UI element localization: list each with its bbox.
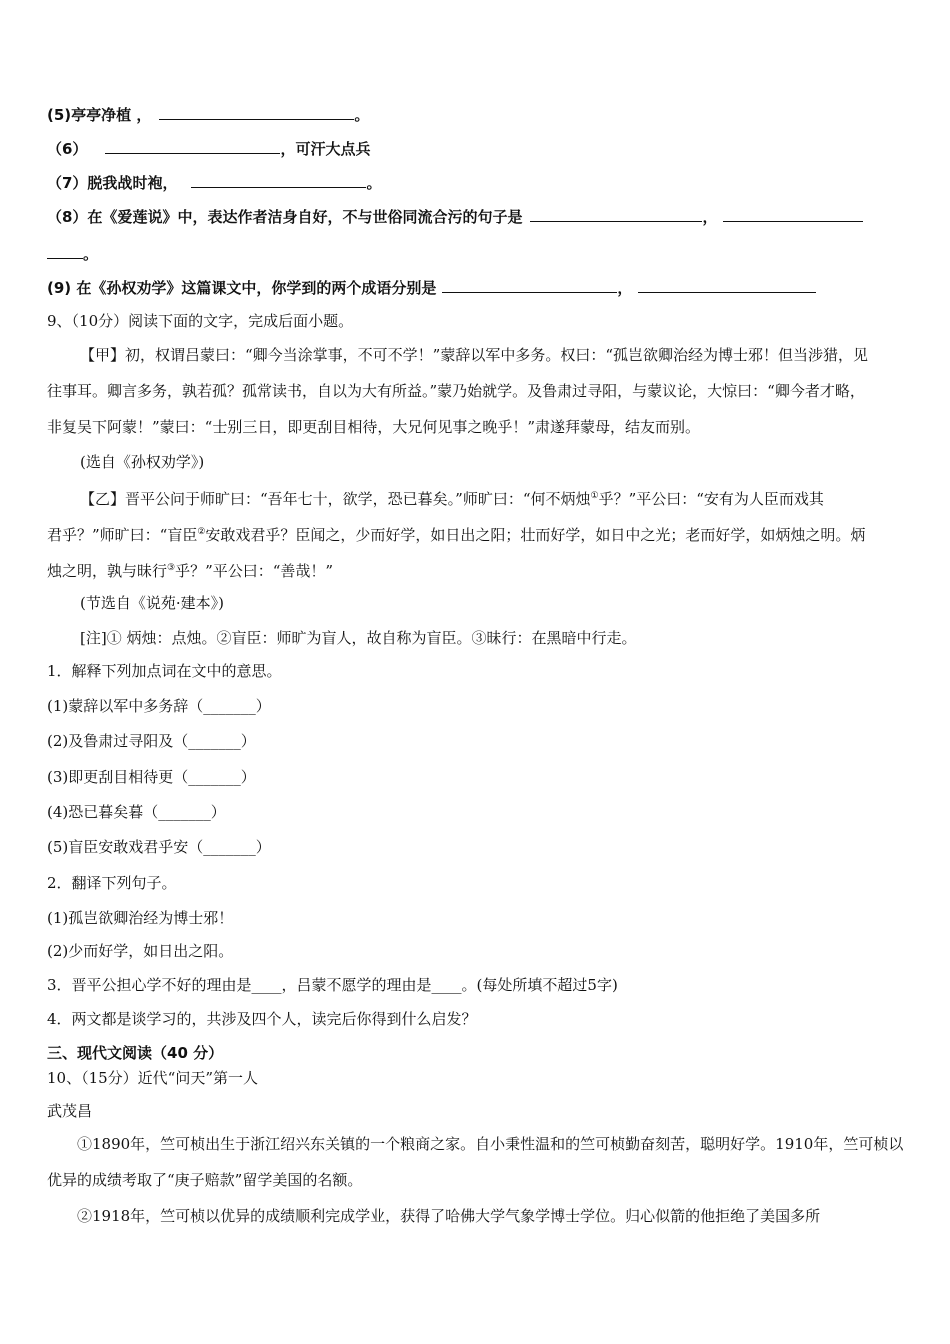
answer-blank[interactable] [442,277,617,293]
footnote-marker: ② [197,527,206,537]
article-author: 武茂昌 [47,1102,93,1120]
passage-yi-line1: 【乙】晋平公问于师旷曰：“吾年七十，欲学，恐已暮矣。”师旷曰：“何不炳烛①乎？”平公曰：“安有为人臣而戏其 [80,490,824,508]
answer-blank[interactable] [159,104,354,120]
subquestion-1-item: (2)及鲁肃过寻阳及（_______） [47,732,256,750]
answer-blank[interactable] [723,206,863,222]
fill-blank-q8: （8）在《爱莲说》中，表达作者洁身自好，不与世俗同流合污的句子是 ， [47,206,863,227]
subquestion-2-title: 2．翻译下列句子。 [47,874,177,892]
passage-jia-line3: 非复吴下阿蒙！”蒙曰：“士别三日，即更刮目相待，大兄何见事之晚乎！”肃遂拜蒙母，结友而别。 [47,418,701,436]
footnote-marker: ③ [167,563,176,573]
answer-blank[interactable] [47,243,83,259]
subquestion-1-item: (3)即更刮目相待更（_______） [47,768,256,786]
passage-yi-line3: 烛之明，孰与昧行③乎？”平公曰：“善哉！” [47,562,334,580]
footnote-marker: ① [590,491,599,501]
passage-yi-source: (节选自《说苑·建本》) [80,594,224,612]
q10-header: 10、（15分）近代“问天”第一人 [47,1069,259,1087]
passage-jia-line1: 【甲】初，权谓吕蒙曰：“卿今当涂掌事，不可不学！”蒙辞以军中多务。权曰：“孤岂欲卿治经为博士邪！但当涉猎，见 [80,346,869,364]
passage-jia-line2: 往事耳。卿言多务，孰若孤？孤常读书，自以为大有所益。”蒙乃始就学。及鲁肃过寻阳，与蒙议论，大惊曰：“卿今者才略， [47,382,865,400]
answer-blank[interactable] [638,277,816,293]
answer-blank[interactable] [191,172,366,188]
subquestion-3: 3．晋平公担心学不好的理由是____，吕蒙不愿学的理由是____。(每处所填不超过5字) [47,976,618,994]
subquestion-1-title: 1．解释下列加点词在文中的意思。 [47,662,282,680]
fill-blank-q7: （7）脱我战时袍， 。 [47,174,382,192]
subquestion-2-item: (1)孤岂欲卿治经为博士邪！ [47,909,234,927]
article-paragraph-2: ②1918年，竺可桢以优异的成绩顺利完成学业，获得了哈佛大学气象学博士学位。归心似箭的他拒绝了美国多所 [77,1207,821,1225]
fill-blank-q9: (9) 在《孙权劝学》这篇课文中，你学到的两个成语分别是 ， [47,277,816,298]
q9-header: 9、（10分）阅读下面的文字，完成后面小题。 [47,312,354,330]
passage-yi-line2: 君乎？”师旷曰：“盲臣②安敢戏君乎？臣闻之，少而好学，如日出之阳；壮而好学，如日中之光；老而好学，如炳烛之明。炳 [47,526,866,544]
subquestion-4: 4．两文都是谈学习的，共涉及四个人，读完后你得到什么启发？ [47,1010,477,1028]
subquestion-1-item: (5)盲臣安敢戏君乎安（_______） [47,838,271,856]
passage-jia-source: (选自《孙权劝学》) [80,453,205,471]
fill-blank-q6: （6） ，可汗大点兵 [47,140,371,158]
subquestion-2-item: (2)少而好学，如日出之阳。 [47,942,234,960]
fill-blank-q8-cont: 。 [47,243,98,264]
subquestion-1-item: (1)蒙辞以军中多务辞（_______） [47,697,271,715]
article-paragraph-1: ①1890年，竺可桢出生于浙江绍兴东关镇的一个粮商之家。自小秉性温和的竺可桢勤奋刻苦，聪明好学。1910年，竺可桢以优异的成绩考取了“庚子赔款”留学美国的名额。 [47,1135,904,1189]
subquestion-1-item: (4)恐已暮矣暮（_______） [47,803,226,821]
answer-blank[interactable] [530,206,702,222]
fill-blank-q5: (5)亭亭净植 ， 。 [47,106,370,124]
answer-blank[interactable] [105,138,280,154]
passage-notes: [注]① 炳烛：点烛。②盲臣：师旷为盲人，故自称为盲臣。③昧行：在黑暗中行走。 [80,629,637,647]
section-3-title: 三、现代文阅读（40 分） [47,1044,224,1062]
